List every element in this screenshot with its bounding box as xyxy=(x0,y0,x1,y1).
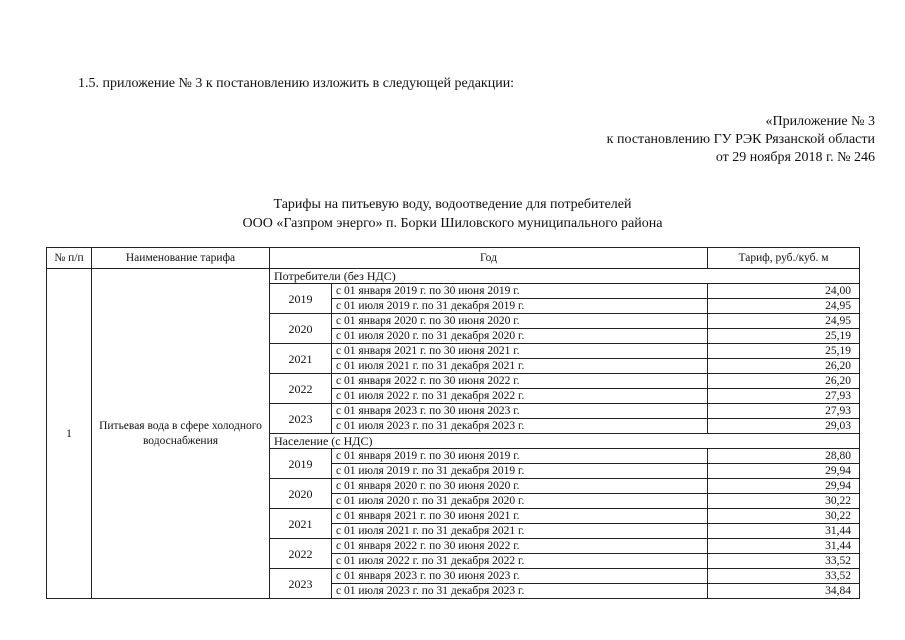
tariff-value-cell: 33,52 xyxy=(708,569,860,584)
title-line-2: ООО «Газпром энерго» п. Борки Шиловского муниципального района xyxy=(242,216,663,231)
tariff-value-cell: 30,22 xyxy=(708,509,860,524)
period-cell: с 01 июля 2023 г. по 31 декабря 2023 г. xyxy=(332,584,708,599)
year-cell: 2021 xyxy=(270,509,332,539)
period-cell: с 01 июля 2020 г. по 31 декабря 2020 г. xyxy=(332,494,708,509)
period-cell: с 01 января 2020 г. по 30 июня 2020 г. xyxy=(332,479,708,494)
row-number-cell: 1 xyxy=(47,269,92,599)
tariff-value-cell: 29,94 xyxy=(708,464,860,479)
period-cell: с 01 июля 2022 г. по 31 декабря 2022 г. xyxy=(332,389,708,404)
tariff-value-cell: 27,93 xyxy=(708,389,860,404)
tariff-value-cell: 24,95 xyxy=(708,299,860,314)
tariff-value-cell: 24,00 xyxy=(708,284,860,299)
period-cell: с 01 июля 2021 г. по 31 декабря 2021 г. xyxy=(332,524,708,539)
tariff-value-cell: 25,19 xyxy=(708,344,860,359)
tariff-value-cell: 27,93 xyxy=(708,404,860,419)
year-cell: 2022 xyxy=(270,374,332,404)
period-cell: с 01 июля 2021 г. по 31 декабря 2021 г. xyxy=(332,359,708,374)
period-cell: с 01 июля 2019 г. по 31 декабря 2019 г. xyxy=(332,299,708,314)
appendix-line-2: к постановлению ГУ РЭК Рязанской области xyxy=(606,132,875,147)
header-year: Год xyxy=(270,248,708,269)
header-tariff-value: Тариф, руб./куб. м xyxy=(708,248,860,269)
appendix-reference xyxy=(607,113,875,167)
year-cell: 2021 xyxy=(270,344,332,374)
tariff-value-cell: 34,84 xyxy=(708,584,860,599)
group-label: Население (с НДС) xyxy=(270,434,860,449)
tariff-value-cell: 30,22 xyxy=(708,494,860,509)
tariff-value-cell: 24,95 xyxy=(708,314,860,329)
intro-paragraph: 1.5. приложение № 3 к постановлению изложить в следующей редакции: xyxy=(78,76,515,91)
title-line-1: Тарифы на питьевую воду, водоотведение для потребителей xyxy=(273,197,632,212)
tariff-value-cell: 26,20 xyxy=(708,374,860,389)
appendix-line-3: от 29 ноября 2018 г. № 246 xyxy=(715,150,875,165)
period-cell: с 01 июля 2022 г. по 31 декабря 2022 г. xyxy=(332,554,708,569)
period-cell: с 01 января 2019 г. по 30 июня 2019 г. xyxy=(332,449,708,464)
period-cell: с 01 июля 2023 г. по 31 декабря 2023 г. xyxy=(332,419,708,434)
group-header-row xyxy=(47,269,860,284)
group-label: Потребители (без НДС) xyxy=(270,269,860,284)
tariff-value-cell: 26,20 xyxy=(708,359,860,374)
year-cell: 2020 xyxy=(270,479,332,509)
year-cell: 2019 xyxy=(270,284,332,314)
year-cell: 2023 xyxy=(270,569,332,599)
appendix-line-1: «Приложение № 3 xyxy=(765,114,875,129)
period-cell: с 01 января 2023 г. по 30 июня 2023 г. xyxy=(332,404,708,419)
period-cell: с 01 июля 2020 г. по 31 декабря 2020 г. xyxy=(332,329,708,344)
tariff-table xyxy=(46,247,860,599)
tariff-value-cell: 33,52 xyxy=(708,554,860,569)
tariff-value-cell: 31,44 xyxy=(708,524,860,539)
tariff-name-cell: Питьевая вода в сфере холодного водоснабжения xyxy=(92,269,270,599)
tariff-value-cell: 29,03 xyxy=(708,419,860,434)
period-cell: с 01 января 2022 г. по 30 июня 2022 г. xyxy=(332,539,708,554)
year-cell: 2019 xyxy=(270,449,332,479)
document-title xyxy=(0,195,905,233)
period-cell: с 01 января 2020 г. по 30 июня 2020 г. xyxy=(332,314,708,329)
tariff-value-cell: 28,80 xyxy=(708,449,860,464)
header-number: № п/п xyxy=(47,248,92,269)
period-cell: с 01 января 2021 г. по 30 июня 2021 г. xyxy=(332,509,708,524)
table-header-row xyxy=(47,248,860,269)
tariff-value-cell: 29,94 xyxy=(708,479,860,494)
period-cell: с 01 января 2019 г. по 30 июня 2019 г. xyxy=(332,284,708,299)
year-cell: 2023 xyxy=(270,404,332,434)
period-cell: с 01 января 2021 г. по 30 июня 2021 г. xyxy=(332,344,708,359)
tariff-value-cell: 31,44 xyxy=(708,539,860,554)
year-cell: 2022 xyxy=(270,539,332,569)
header-tariff-name: Наименование тарифа xyxy=(92,248,270,269)
tariff-table-body xyxy=(47,248,860,599)
period-cell: с 01 июля 2019 г. по 31 декабря 2019 г. xyxy=(332,464,708,479)
period-cell: с 01 января 2023 г. по 30 июня 2023 г. xyxy=(332,569,708,584)
year-cell: 2020 xyxy=(270,314,332,344)
tariff-value-cell: 25,19 xyxy=(708,329,860,344)
period-cell: с 01 января 2022 г. по 30 июня 2022 г. xyxy=(332,374,708,389)
